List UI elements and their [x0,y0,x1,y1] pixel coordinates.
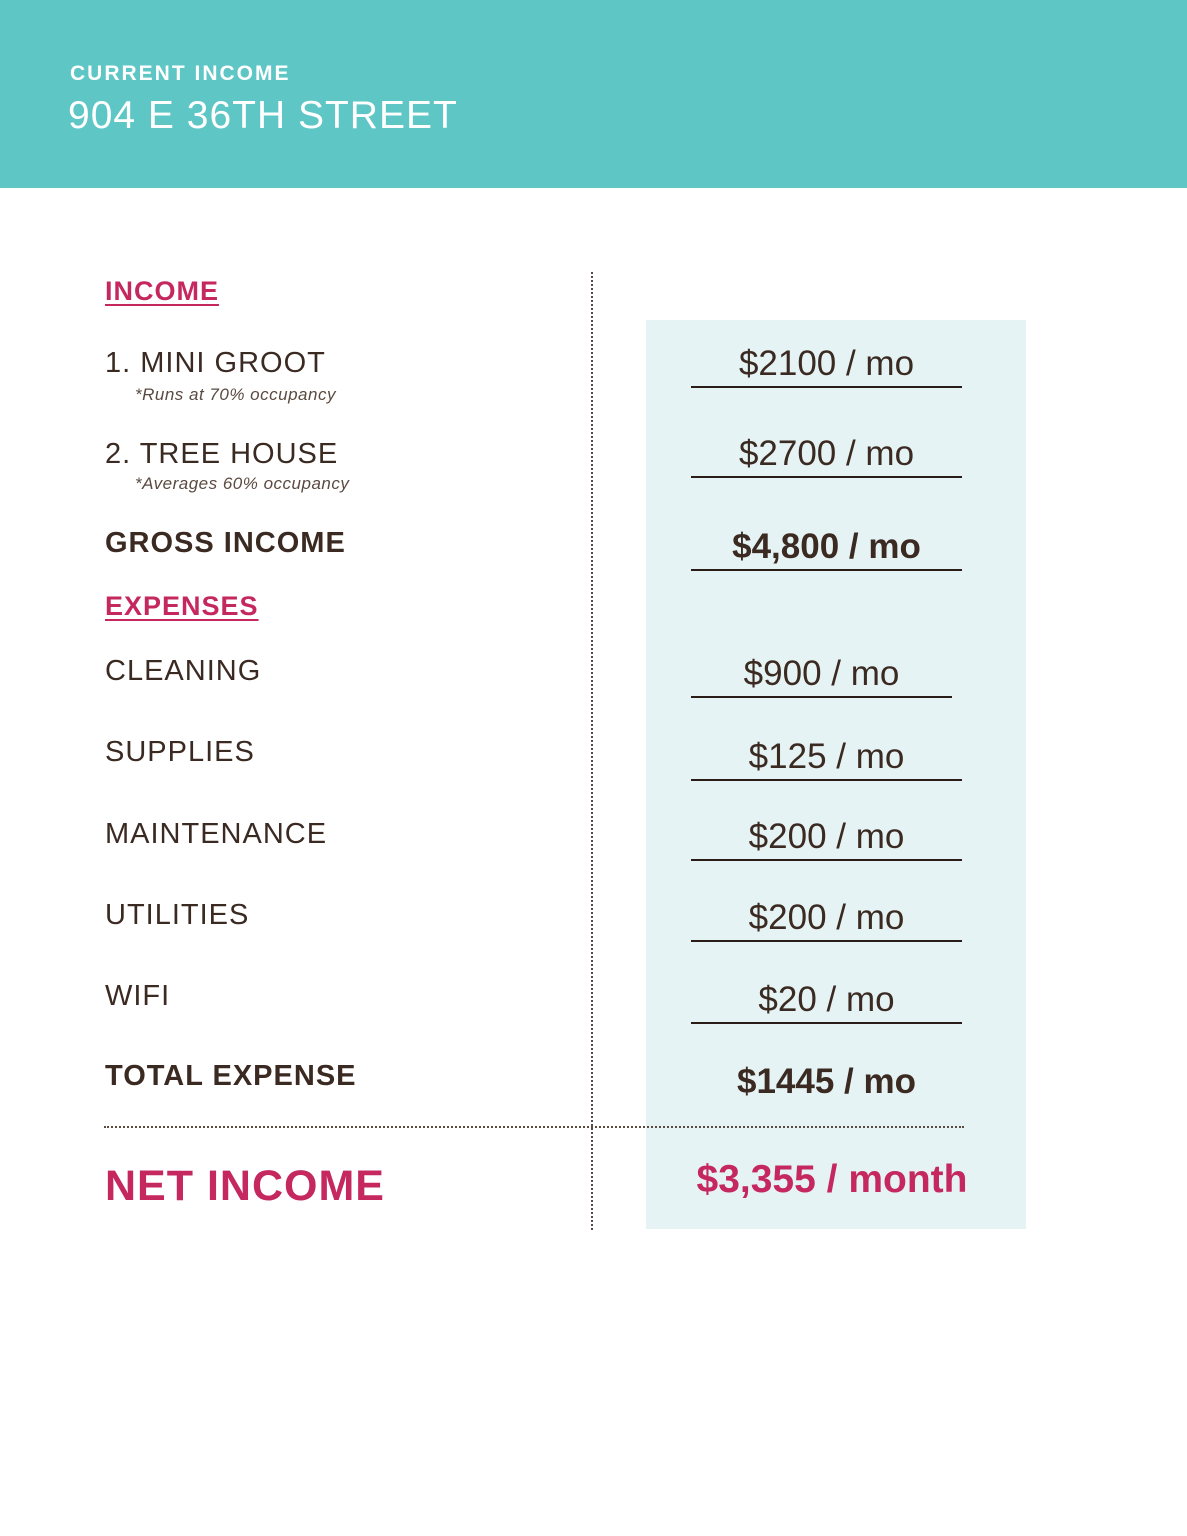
expense-item-value: $200 / mo [691,817,962,861]
income-item-note: *Averages 60% occupancy [135,474,350,493]
gross-income-label: GROSS INCOME [105,527,346,559]
horizontal-dotted-divider [104,1126,964,1128]
header-kicker: CURRENT INCOME [70,62,291,85]
expense-item-value: $20 / mo [691,980,962,1024]
expense-item-label: SUPPLIES [105,736,255,768]
total-expense-value: $1445 / mo [737,1062,916,1101]
vertical-dotted-divider [591,272,593,1230]
income-item-note: *Runs at 70% occupancy [135,385,336,404]
expense-item-value: $125 / mo [691,737,962,781]
page-header [0,0,1187,188]
expense-item-label: MAINTENANCE [105,818,328,850]
income-heading: INCOME [105,276,219,306]
expense-item-label: UTILITIES [105,899,250,931]
property-address-title: 904 E 36TH STREET [68,94,458,137]
income-item-value: $2100 / mo [691,344,962,388]
income-item-label: 1. MINI GROOT [105,347,326,379]
expense-item-value: $200 / mo [691,898,962,942]
gross-income-value: $4,800 / mo [691,527,962,571]
expense-item-label: WIFI [105,980,171,1012]
income-item-label: 2. TREE HOUSE [105,438,339,470]
expenses-heading: EXPENSES [105,591,259,621]
expense-item-value: $900 / mo [691,654,952,698]
net-income-label: NET INCOME [105,1162,385,1210]
income-item-value: $2700 / mo [691,434,962,478]
expense-item-label: CLEANING [105,655,262,687]
total-expense-label: TOTAL EXPENSE [105,1060,357,1092]
net-income-value: $3,355 / month [696,1158,968,1201]
